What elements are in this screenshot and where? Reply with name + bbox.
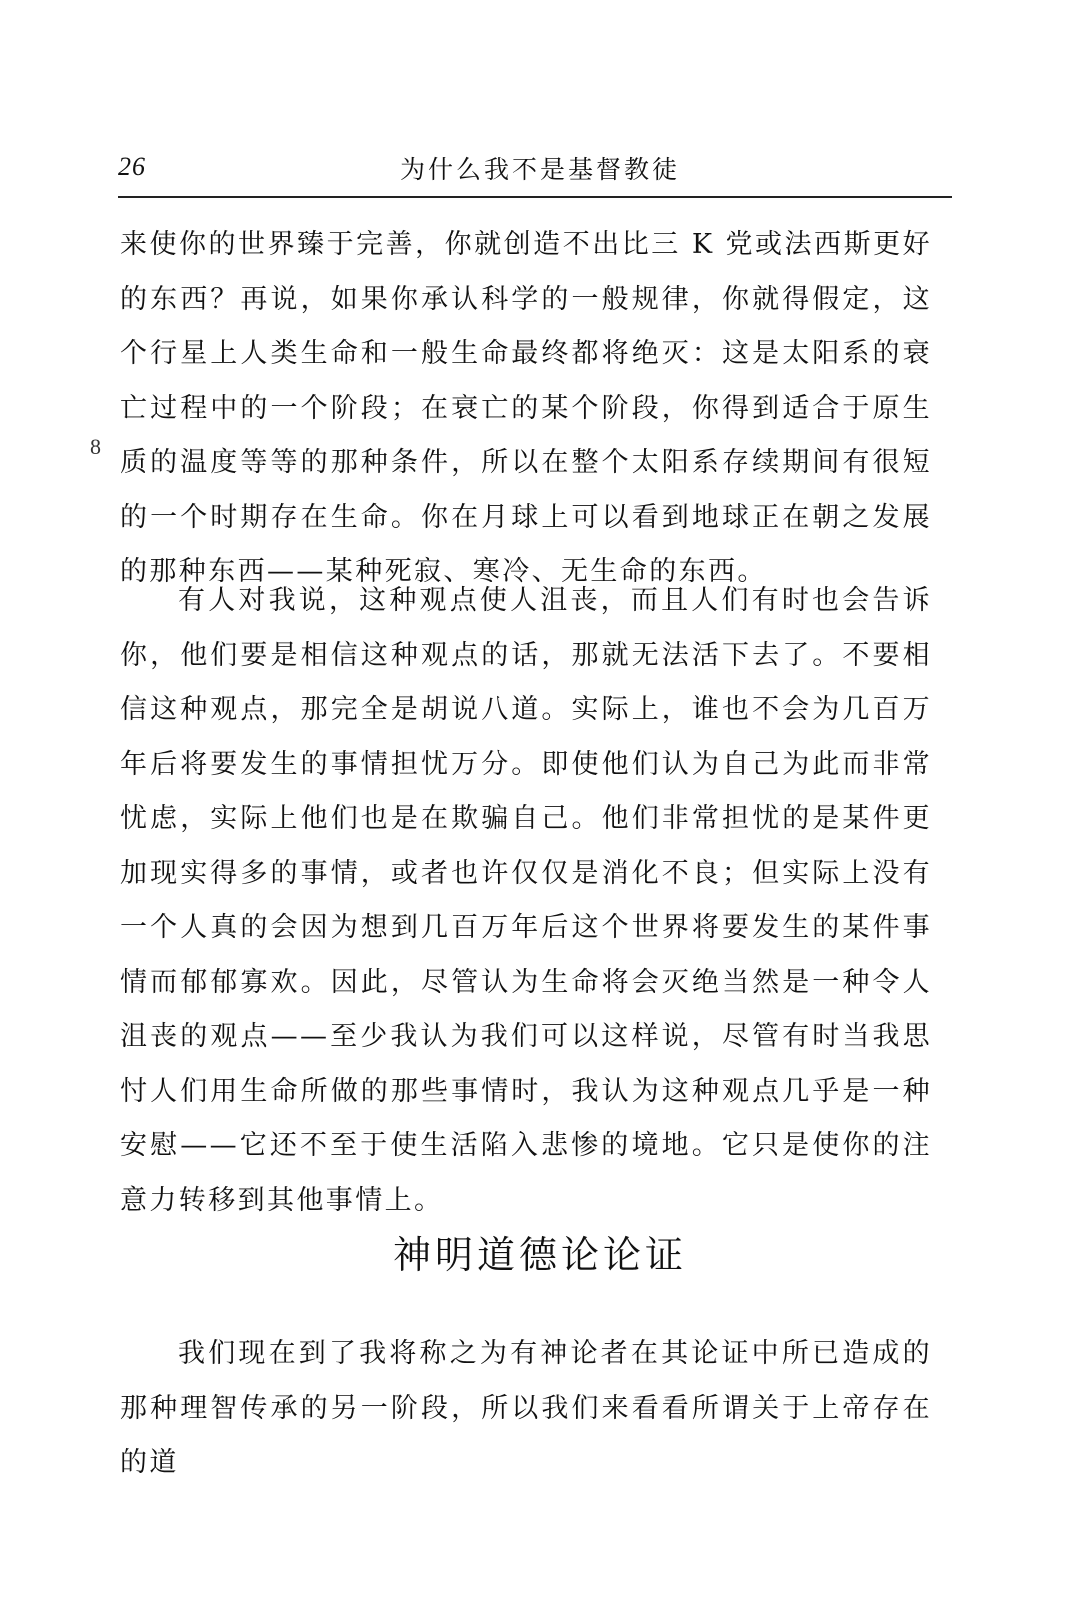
header-rule: [118, 196, 952, 198]
section-heading: 神明道德论论证: [392, 1233, 687, 1277]
body-paragraph: 来使你的世界臻于完善，你就创造不出比三 K 党或法西斯更好的东西？再说，如果你承认科学的一般规律，你就得假定，这个行星上人类生命和一般生命最终都将绝灭：这是太阳系的衰亡过程中的一个阶段；在衰亡的某个阶段，你得到适合于原生质的温度等等的那种条件，所以在整个太阳系存续期间有很短的一个时期存在生命。你在月球上可以看到地球正在朝之发展的那种东西——某种死寂、寒冷、无生命的东西。: [120, 229, 932, 587]
margin-mark: 8: [90, 434, 101, 459]
running-head: 为什么我不是基督教徒: [399, 155, 680, 184]
section-paragraph: 我们现在到了我将称之为有神论者在其论证中所已造成的那种理智传承的另一阶段，所以我们来看看所谓关于上帝存在的道: [120, 1338, 932, 1478]
page-number: 26: [118, 152, 146, 181]
body-paragraph: 有人对我说，这种观点使人沮丧，而且人们有时也会告诉你，他们要是相信这种观点的话，那就无法活下去了。不要相信这种观点，那完全是胡说八道。实际上，谁也不会为几百万年后将要发生的事情担忧万分。即使他们认为自己为此而非常忧虑，实际上他们也是在欺骗自己。他们非常担忧的是某件更加现实得多的事情，或者也许仅仅是消化不良；但实际上没有一个人真的会因为想到几百万年后这个世界将要发生的某件事情而郁郁寡欢。因此，尽管认为生命将会灭绝当然是一种令人沮丧的观点——至少我认为我们可以这样说，尽管有时当我思忖人们用生命所做的那些事情时，我认为这种观点几乎是一种安慰——它还不至于使生活陷入悲惨的境地。它只是使你的注意力转移到其他事情上。: [120, 585, 932, 1216]
